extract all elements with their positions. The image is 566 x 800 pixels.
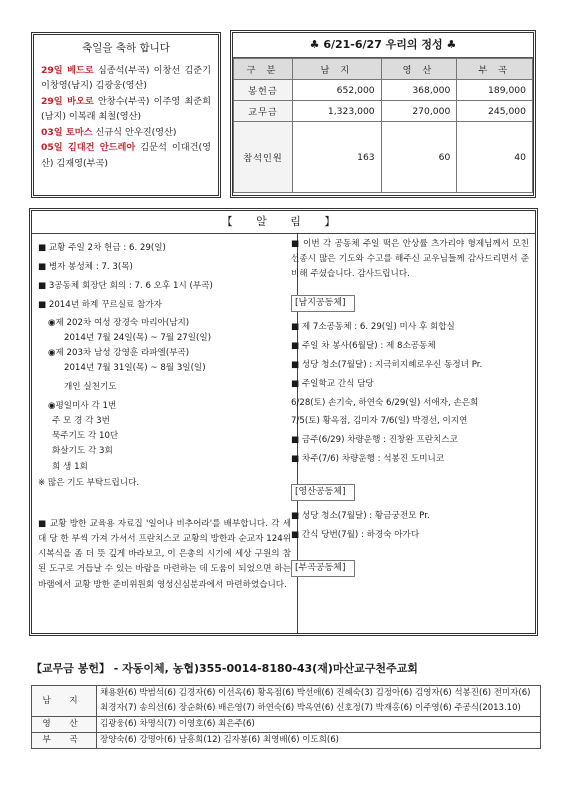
table-cell: 245,000 xyxy=(457,101,533,122)
saint-day: 29일 바오로 xyxy=(41,95,94,107)
table-cell: 652,000 xyxy=(293,80,382,101)
birthday-title: 축일을 축하 합니다 xyxy=(82,42,170,54)
table-row xyxy=(234,122,533,193)
notice-item: ■ 성당 청소(7월달) : 황금궁전모 Pr. xyxy=(291,510,430,521)
donor-names: 장양숙(6) 강명아(6) 남흥희(12) 김자봉(6) 최영배(6) 이도희(6) xyxy=(97,733,541,749)
table-row xyxy=(234,80,533,101)
birthday-entry xyxy=(41,63,211,94)
parish-label: 남 지 xyxy=(32,686,97,717)
offering-table xyxy=(233,58,533,193)
column-header: 남 지 xyxy=(293,59,382,80)
column-header: 영 산 xyxy=(381,59,457,80)
cursillo-women: ◉제 202차 여성 장경숙 마리아(남지) xyxy=(48,318,190,328)
offering-box xyxy=(230,30,536,198)
cursillo-men: ◉제 203차 남성 강영훈 라파엘(부곡) xyxy=(48,348,190,358)
column-header: 구 분 xyxy=(234,59,293,80)
birthday-names: 심종석(부곡) 이창선 김준기 이창영(남지) 김광웅(영산) xyxy=(41,64,212,91)
column-header: 부 곡 xyxy=(457,59,533,80)
notice-item: ■ 주일 차 봉사(6월달) : 제 8소공동체 xyxy=(291,340,436,351)
snack-schedule: 6/28(토) 손기숙, 하연숙 6/29(일) 서애자, 손은희 xyxy=(291,397,479,408)
notice-item: ■ 병자 봉성체 : 7. 3(목) xyxy=(38,262,133,272)
notice-heading: 【 알 림 】 xyxy=(32,211,535,234)
prayer-request: ※ 많은 기도 부탁드립니다. xyxy=(38,477,140,488)
birthday-names: 안창수(부곡) 이주영 최준희(남지) 이복래 최철(영산) xyxy=(41,95,212,122)
table-row xyxy=(32,686,541,717)
birthday-entry xyxy=(41,125,211,141)
table-row xyxy=(234,101,533,122)
saint-day: 05일 김대건 안드레아 xyxy=(41,142,136,153)
notice-item: ■ 성당 청소(7월달) : 지극히지혜로우신 동정녀 Pr. xyxy=(291,359,483,370)
notice-right-column xyxy=(285,233,535,633)
offering-title: ♣ 6/21-6/27 우리의 정성 ♣ xyxy=(233,33,533,58)
row-label: 봉헌금 xyxy=(234,80,293,101)
snack-schedule: 7/5(토) 황옥점, 김미자 7/6(일) 박경선, 이지연 xyxy=(291,415,468,426)
pope-visit-notice: ■ 교황 방한 교육용 자료집 '일어나 비추어라'를 배부합니다. 각 세대 당 한 부씩 가져 가셔서 프란치스코 교황의 방한과 순교자 124위 시복식을 좀 더 뜻 깊게 바라보고, 이 은총의 시기에 세상 구원의 참된 도구로 거듭날 수 있는 바람을 마련하는 데 도움이 되었으면 하는 바램에서 교황 방한 준비위원회 영성신심분과에서 마련하였습니다. xyxy=(38,518,291,590)
cursillo-women-dates: 2014년 7월 24일(목) ~ 7월 27일(일) xyxy=(64,333,212,343)
birthday-names: 김문석 이대건(영산) 김재영(부곡) xyxy=(41,142,211,169)
notice-item: ■ 간식 당번(7월) : 하경숙 아가다 xyxy=(291,529,420,540)
birthday-entry xyxy=(41,94,211,125)
notice-left-column xyxy=(32,233,298,633)
bugok-section-title: [부곡공동체] xyxy=(291,560,355,577)
table-cell: 270,000 xyxy=(381,101,457,122)
row-label: 참석인원 xyxy=(234,122,293,193)
table-row xyxy=(32,733,541,749)
namji-section-title: [남지공동체] xyxy=(291,295,355,312)
notice-item: ■ 금주(6/29) 차량운행 : 진창완 프란치스코 xyxy=(291,434,458,445)
table-cell: 163 xyxy=(293,122,382,193)
donation-table xyxy=(31,685,541,749)
donor-names: 김광웅(6) 차명식(7) 이영호(6) 최은주(6) xyxy=(97,717,541,733)
notice-item: ■ 2014년 하계 꾸르실료 참가자 xyxy=(38,300,162,310)
birthday-entry xyxy=(41,140,211,171)
cursillo-men-dates: 2014년 7월 31일(목) ~ 8월 3일(일) xyxy=(64,363,206,373)
row-label: 교무금 xyxy=(234,101,293,122)
table-row xyxy=(32,717,541,733)
table-cell: 1,323,000 xyxy=(293,101,382,122)
donation-table-box xyxy=(31,685,541,789)
table-cell: 40 xyxy=(457,122,533,193)
table-cell: 189,000 xyxy=(457,80,533,101)
table-cell: 368,000 xyxy=(381,80,457,101)
notice-item: ■ 교황 주일 2차 헌금 : 6. 29(일) xyxy=(38,243,166,253)
offering-header-row xyxy=(234,59,533,80)
prayer-item: 화살기도 각 3회 xyxy=(52,446,113,457)
notice-box xyxy=(29,208,538,636)
yeongsan-section-title: [영산공동체] xyxy=(291,484,355,501)
donor-names: 채용환(6) 박범석(6) 김경자(6) 이선옥(6) 황옥점(6) 박선애(6) 진혜숙(3) 김정아(6) 김영자(6) 석봉진(6) 전미자(6) 최경자(7) 송의선(6) 장순화(6) 배은영(7) 하연숙(6) 박옥연(6) 신호정(7) 박재홍(6) 이주영(6) 주공식(2013.10) xyxy=(97,686,541,717)
prayer-item: 묵주기도 각 10단 xyxy=(52,431,119,442)
notice-item: ■ 3공동체 회장단 회의 : 7. 6 오후 1시 (부곡) xyxy=(38,281,213,291)
prayer-item: 주 모 경 각 3번 xyxy=(52,416,110,426)
saint-day: 03일 토마스 xyxy=(41,126,93,138)
thanks-notice: ■ 이번 각 공동체 주일 떡은 안상률 츠가리야 형제님께서 모친 선종시 많은 기도와 수고를 해주신 교우님들께 감사드리면서 준비해 주셨습니다. 감사드립니다. xyxy=(291,239,529,280)
parish-label: 영 산 xyxy=(32,717,97,733)
prayer-item: ◉평일미사 각 1번 xyxy=(48,401,117,411)
prayer-item: 희 생 1회 xyxy=(52,461,88,472)
table-cell: 60 xyxy=(381,122,457,193)
donation-header: 【교무금 봉헌】 - 자동이체, 농협)355-0014-8180-43(재)마산교구천주교회 xyxy=(31,662,418,675)
prayer-heading: 개인 실천기도 xyxy=(64,382,117,392)
saint-day: 29일 베드로 xyxy=(41,64,94,76)
notice-item: ■ 제 7소공동체 : 6. 29(일) 미사 후 회합실 xyxy=(291,321,455,332)
notice-item: ■ 차주(7/6) 차량운행 : 석봉진 도미니코 xyxy=(291,453,445,464)
parish-label: 부 곡 xyxy=(32,733,97,749)
birthday-names: 신규식 안우진(영산) xyxy=(95,126,177,138)
notice-item: ■ 주일학교 간식 담당 xyxy=(291,378,374,389)
birthday-box xyxy=(31,32,221,198)
